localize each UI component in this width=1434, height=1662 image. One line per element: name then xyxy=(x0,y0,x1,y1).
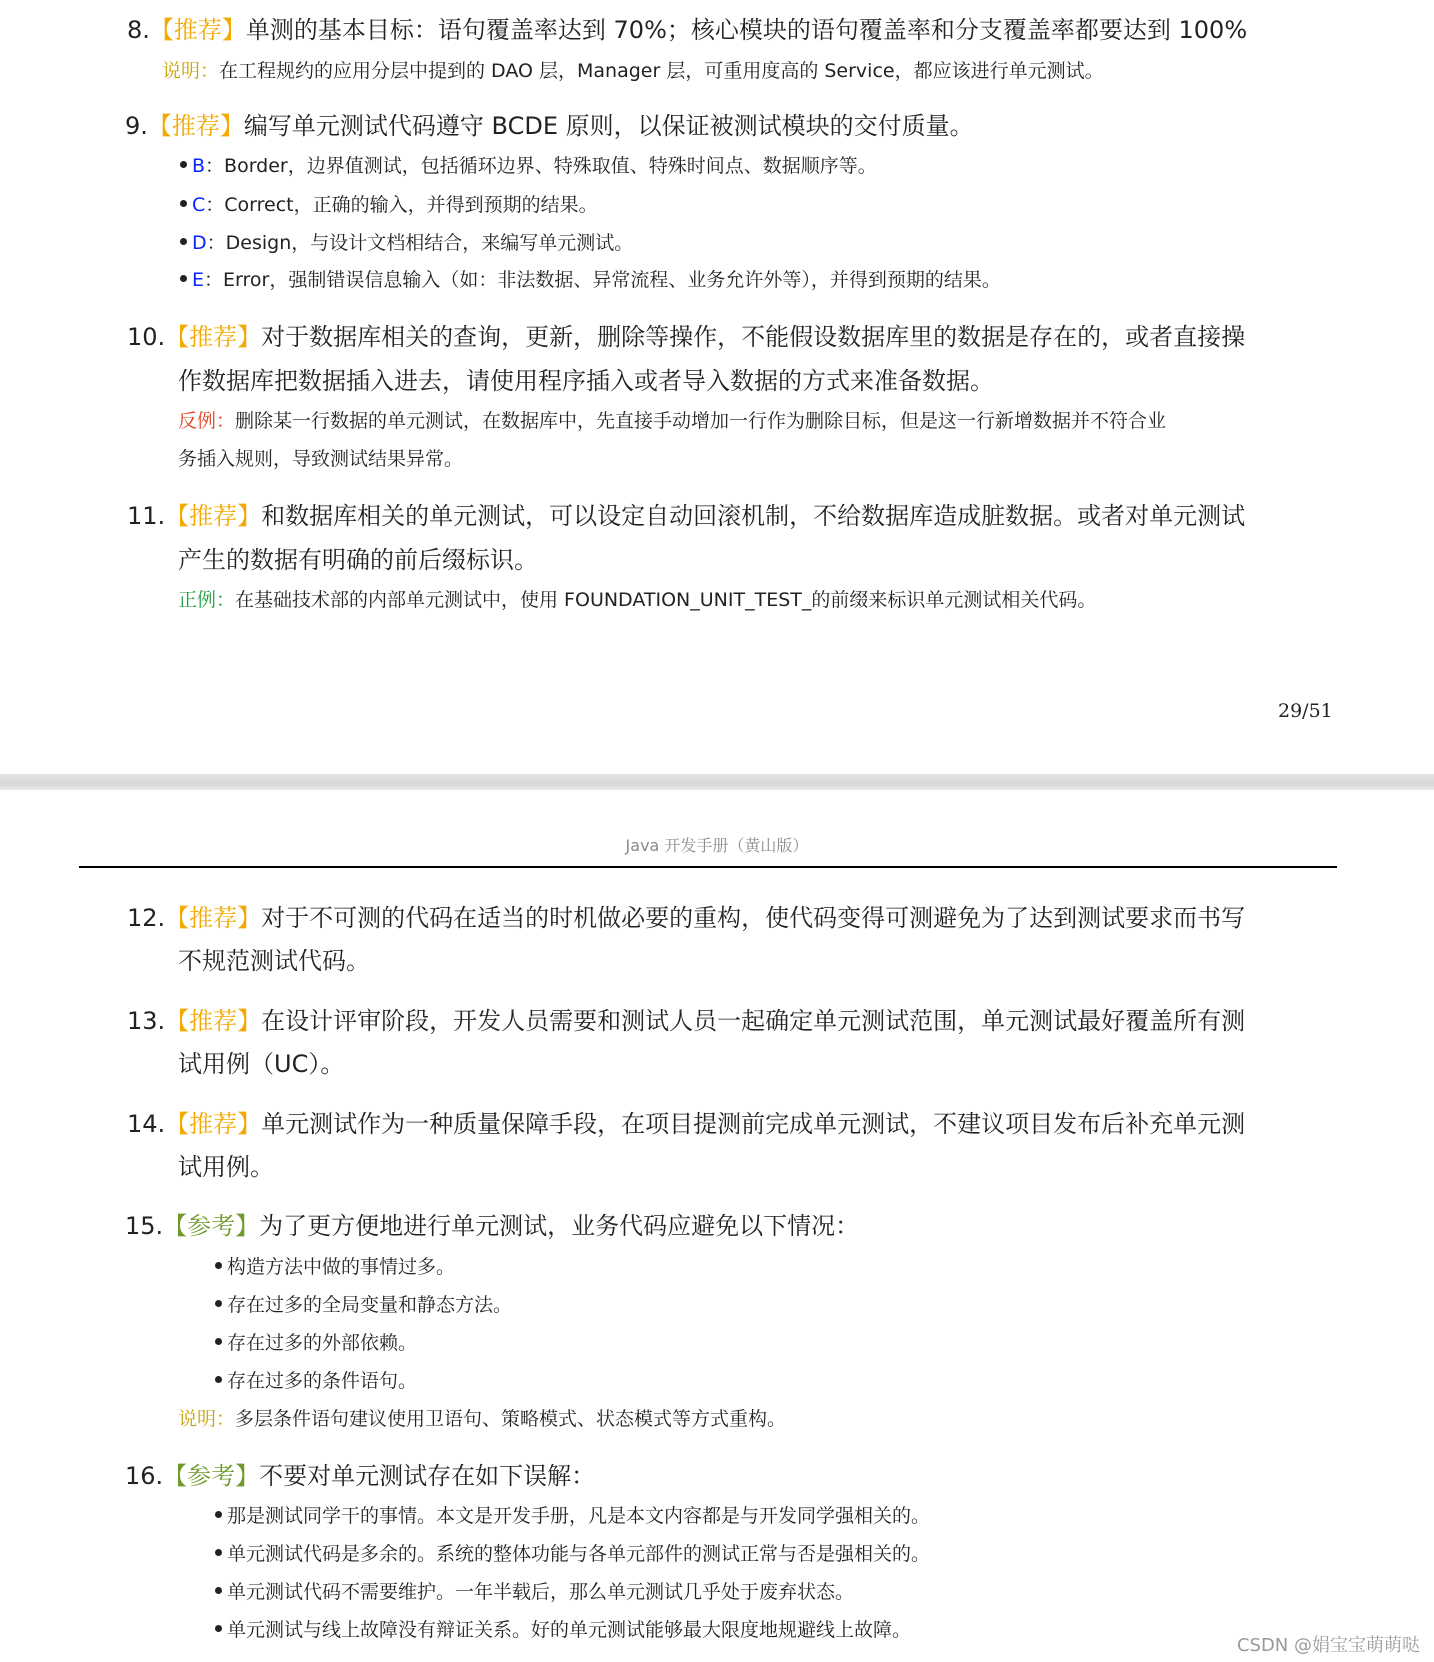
bullet-item xyxy=(180,192,598,218)
rule-text: 和数据库相关的单元测试，可以设定自动回滚机制，不给数据库造成脏数据。或者对单元测试 xyxy=(261,502,1246,530)
tag-reference: 【参考】 xyxy=(163,1212,260,1240)
rule-text: 为了更方便地进行单元测试，业务代码应避免以下情况： xyxy=(259,1212,860,1240)
bullet-item xyxy=(215,1254,455,1280)
bullet-letter: C xyxy=(192,194,206,216)
bullet-text: 构造方法中做的事情过多。 xyxy=(227,1256,456,1278)
bullet-letter: E xyxy=(192,269,205,291)
header-divider xyxy=(79,866,1337,868)
note-text: 删除某一行数据的单元测试，在数据库中，先直接手动增加一行作为删除目标，但是这一行新增数据并不符合业 xyxy=(235,410,1167,432)
bullet-text: 存在过多的外部依赖。 xyxy=(227,1332,418,1354)
bullet-item xyxy=(215,1368,417,1394)
bullet-icon xyxy=(180,161,187,168)
rule-8-note xyxy=(162,58,1104,84)
bullet-item xyxy=(215,1330,417,1356)
rule-9-title xyxy=(125,110,974,142)
note-text: 多层条件语句建议使用卫语句、策略模式、状态模式等方式重构。 xyxy=(235,1408,787,1430)
tag-recommend: 【推荐】 xyxy=(165,502,262,530)
bullet-text: 存在过多的全局变量和静态方法。 xyxy=(227,1294,513,1316)
rule-text-continued: 作数据库把数据插入进去，请使用程序插入或者导入数据的方式来准备数据。 xyxy=(178,367,994,395)
bullet-item xyxy=(180,267,1001,293)
counter-example xyxy=(178,408,1166,434)
note-text: 在工程规约的应用分层中提到的 DAO 层，Manager 层，可重用度高的 Service，都应该进行单元测试。 xyxy=(219,60,1104,82)
bullet-letter: D xyxy=(192,232,207,254)
rule-number: 10. xyxy=(127,323,166,351)
rule-8-title xyxy=(127,14,1247,46)
bullet-icon xyxy=(215,1376,222,1383)
bullet-text: ：Border，边界值测试，包括循环边界、特殊取值、特殊时间点、数据顺序等。 xyxy=(205,155,877,177)
rule-number: 12. xyxy=(127,904,166,932)
tag-recommend: 【推荐】 xyxy=(149,16,246,44)
tag-recommend: 【推荐】 xyxy=(165,1110,262,1138)
rule-14-title xyxy=(127,1108,1245,1140)
rule-text: 对于数据库相关的查询，更新，删除等操作，不能假设数据库里的数据是存在的，或者直接操 xyxy=(261,323,1246,351)
bullet-text: ：Design，与设计文档相结合，来编写单元测试。 xyxy=(206,232,634,254)
rule-15-title xyxy=(125,1210,859,1242)
rule-text-continued: 试用例。 xyxy=(178,1153,274,1181)
page-number: 29/51 xyxy=(1278,700,1333,722)
tag-reference: 【参考】 xyxy=(163,1462,260,1490)
rule-text-continued: 试用例（UC）。 xyxy=(178,1050,345,1078)
bullet-item xyxy=(215,1503,930,1529)
tag-recommend: 【推荐】 xyxy=(147,112,244,140)
rule-11-title xyxy=(127,500,1245,532)
bullet-item xyxy=(180,153,877,179)
bullet-icon xyxy=(180,238,187,245)
rule-text: 单测的基本目标：语句覆盖率达到 70%；核心模块的语句覆盖率和分支覆盖率都要达到 100% xyxy=(245,16,1248,44)
positive-example xyxy=(178,587,1096,613)
note-continued: 务插入规则，导致测试结果异常。 xyxy=(178,448,464,470)
rule-text: 编写单元测试代码遵守 BCDE 原则，以保证被测试模块的交付质量。 xyxy=(243,112,974,140)
rule-text: 对于不可测的代码在适当的时机做必要的重构，使代码变得可测避免为了达到测试要求而书写 xyxy=(261,904,1246,932)
rule-12-title xyxy=(127,902,1245,934)
rule-number: 8. xyxy=(127,16,150,44)
rule-16-title xyxy=(125,1460,595,1492)
page-separator xyxy=(0,774,1434,790)
tag-recommend: 【推荐】 xyxy=(165,904,262,932)
rule-number: 9. xyxy=(125,112,148,140)
note-label: 说明： xyxy=(178,1408,236,1430)
bullet-text: 那是测试同学干的事情。本文是开发手册，凡是本文内容都是与开发同学强相关的。 xyxy=(227,1505,931,1527)
bullet-icon xyxy=(215,1262,222,1269)
rule-text: 不要对单元测试存在如下误解： xyxy=(259,1462,596,1490)
bullet-item xyxy=(215,1541,930,1567)
bullet-icon xyxy=(215,1338,222,1345)
bullet-text: 单元测试代码不需要维护。一年半载后，那么单元测试几乎处于废弃状态。 xyxy=(227,1581,855,1603)
tag-recommend: 【推荐】 xyxy=(165,323,262,351)
rule-text-continued: 不规范测试代码。 xyxy=(178,947,370,975)
rule-number: 13. xyxy=(127,1007,166,1035)
bullet-icon xyxy=(215,1587,222,1594)
rule-13-title xyxy=(127,1005,1245,1037)
note-text: 在基础技术部的内部单元测试中，使用 FOUNDATION_UNIT_TEST_的前缀来标识单元测试相关代码。 xyxy=(235,589,1097,611)
rule-text-continued: 产生的数据有明确的前后缀标识。 xyxy=(178,546,538,574)
note-label: 说明： xyxy=(162,60,220,82)
rule-number: 14. xyxy=(127,1110,166,1138)
positive-example-label: 正例： xyxy=(178,589,236,611)
rule-15-note xyxy=(178,1406,786,1432)
watermark: CSDN @娟宝宝萌萌哒 xyxy=(1236,1635,1420,1656)
rule-text: 单元测试作为一种质量保障手段，在项目提测前完成单元测试，不建议项目发布后补充单元测 xyxy=(261,1110,1246,1138)
rule-number: 15. xyxy=(125,1212,164,1240)
bullet-text: ：Correct，正确的输入，并得到预期的结果。 xyxy=(205,194,598,216)
rule-number: 16. xyxy=(125,1462,164,1490)
rule-text: 在设计评审阶段，开发人员需要和测试人员一起确定单元测试范围，单元测试最好覆盖所有测 xyxy=(261,1007,1246,1035)
bullet-item xyxy=(215,1617,911,1643)
bullet-icon xyxy=(180,275,187,282)
bullet-item xyxy=(180,230,633,256)
bullet-item xyxy=(215,1292,512,1318)
bullet-text: 单元测试代码是多余的。系统的整体功能与各单元部件的测试正常与否是强相关的。 xyxy=(227,1543,931,1565)
page-header: Java 开发手册（黄山版） xyxy=(625,836,809,855)
bullet-icon xyxy=(215,1625,222,1632)
rule-10-title xyxy=(127,321,1245,353)
tag-recommend: 【推荐】 xyxy=(165,1007,262,1035)
bullet-text: 单元测试与线上故障没有辩证关系。好的单元测试能够最大限度地规避线上故障。 xyxy=(227,1619,912,1641)
bullet-icon xyxy=(180,200,187,207)
bullet-letter: B xyxy=(192,155,206,177)
rule-number: 11. xyxy=(127,502,166,530)
bullet-icon xyxy=(215,1511,222,1518)
bullet-item xyxy=(215,1579,854,1605)
bullet-text: 存在过多的条件语句。 xyxy=(227,1370,418,1392)
bullet-icon xyxy=(215,1549,222,1556)
bullet-icon xyxy=(215,1300,222,1307)
counter-example-label: 反例： xyxy=(178,410,236,432)
bullet-text: ：Error，强制错误信息输入（如：非法数据、异常流程、业务允许外等），并得到预期的结果。 xyxy=(204,269,1001,291)
